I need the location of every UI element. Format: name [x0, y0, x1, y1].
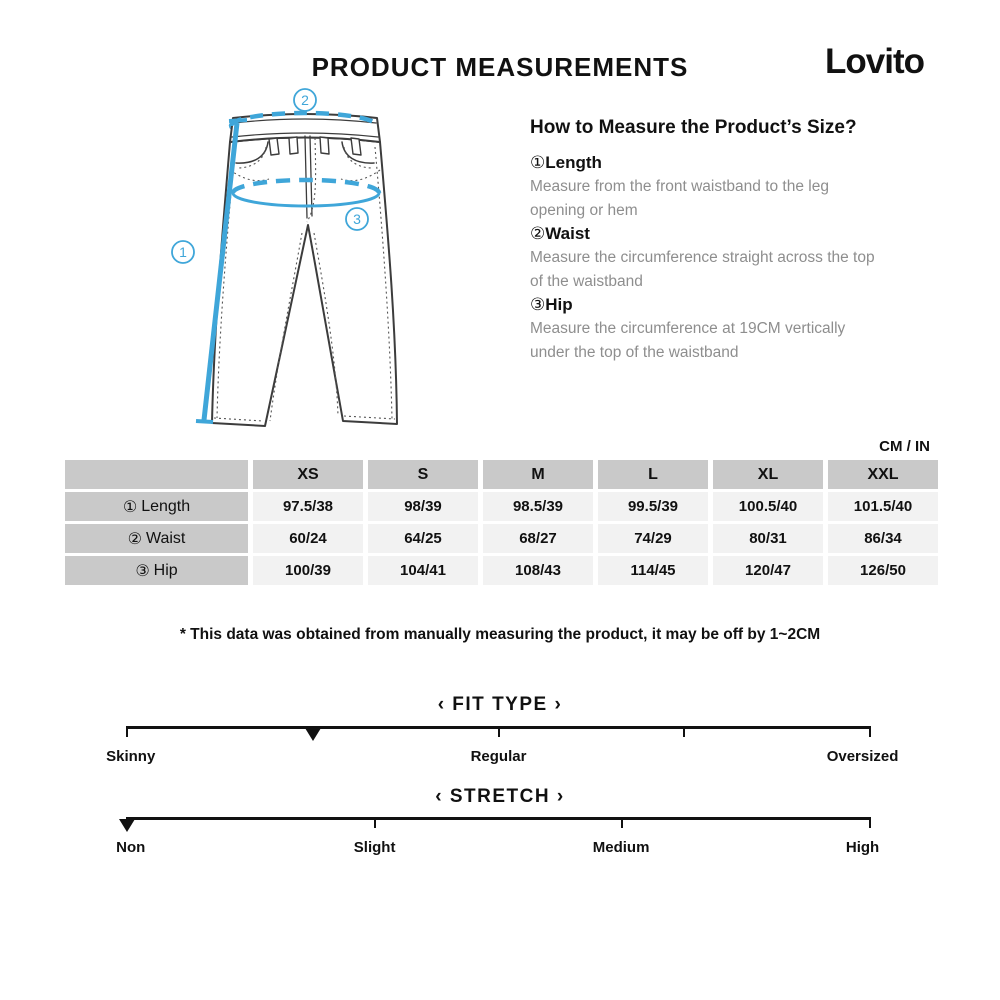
howto-item-desc-waist: Measure the circumference straight across the top of the waistband [530, 249, 875, 290]
table-cell-length: 98/39 [368, 492, 478, 521]
page-title: PRODUCT MEASUREMENTS [311, 52, 689, 82]
table-cell-hip: 108/43 [483, 556, 593, 585]
table-header-xxl: XXL [828, 460, 938, 489]
circled-number: ② [127, 530, 142, 548]
table-cell-hip: 104/41 [368, 556, 478, 585]
howto-items [530, 151, 882, 364]
circled-number: ① [530, 153, 546, 172]
howto-item-desc-length: Measure from the front waistband to the leg opening or hem [530, 178, 829, 219]
scale-tick [869, 726, 871, 737]
howto-heading: How to Measure the Product’s Size? [530, 117, 857, 138]
table-cell-waist: 74/29 [598, 524, 708, 553]
scale-label-medium: Medium [592, 839, 650, 856]
circled-number: ③ [530, 295, 546, 314]
table-cell-waist: 64/25 [368, 524, 478, 553]
pants-measurement-diagram [150, 85, 485, 435]
scale-tick [126, 726, 128, 737]
scale-label-slight: Slight [353, 839, 396, 856]
circled-number: ① [122, 498, 138, 516]
table-header-s: S [368, 460, 478, 489]
table-row-label-hip [65, 556, 248, 585]
table-cell-hip: 100/39 [253, 556, 363, 585]
table-cell-hip: 120/47 [713, 556, 823, 585]
table-cell-length: 99.5/39 [598, 492, 708, 521]
how-to-measure-section [530, 117, 882, 364]
scale-tick [683, 726, 685, 737]
scale-tick [621, 817, 623, 828]
disclaimer-note: * This data was obtained from manually measuring the product, it may be off by 1~2CM [179, 626, 821, 643]
units-label: CM / IN [879, 438, 930, 455]
row-label-text: Hip [153, 561, 178, 579]
table-cell-hip: 114/45 [598, 556, 708, 585]
table-cell-waist: 86/34 [828, 524, 938, 553]
table-header-xs: XS [253, 460, 363, 489]
stretch-heading: ‹ STRETCH › [435, 786, 565, 807]
table-cell-length: 101.5/40 [828, 492, 938, 521]
table-cell-length: 100.5/40 [713, 492, 823, 521]
howto-item-label-length [530, 151, 882, 175]
table-header-xl: XL [713, 460, 823, 489]
table-cell-length: 98.5/39 [483, 492, 593, 521]
size-table [65, 460, 938, 585]
measure-name: Hip [545, 295, 573, 314]
measure-name: Length [545, 153, 602, 172]
scale-tick [374, 817, 376, 828]
scale-label-oversized: Oversized [826, 748, 899, 765]
row-label-text: Waist [145, 529, 186, 547]
circled-number: ② [530, 224, 546, 243]
howto-item-label-waist [530, 222, 882, 246]
scale-label-skinny: Skinny [106, 748, 156, 765]
table-cell-waist: 68/27 [483, 524, 593, 553]
annotation-number-length: 1 [179, 244, 187, 260]
scale-label-high: High [845, 839, 880, 856]
scale-label-regular: Regular [470, 748, 527, 765]
row-label-text: Length [141, 497, 191, 515]
table-cell-length: 97.5/38 [253, 492, 363, 521]
scale-tick [498, 726, 500, 737]
annotation-number-waist: 2 [301, 92, 309, 108]
table-cell-waist: 80/31 [713, 524, 823, 553]
scale-marker-triangle [305, 728, 321, 741]
table-header-l: L [598, 460, 708, 489]
howto-item-label-hip [530, 293, 882, 317]
scale-line [127, 817, 870, 820]
lovito-logo: Lovito [825, 42, 924, 81]
pants-outline [212, 114, 397, 426]
scale-label-non: Non [116, 839, 146, 856]
table-cell-waist: 60/24 [253, 524, 363, 553]
table-cell-hip: 126/50 [828, 556, 938, 585]
scale-marker-triangle [119, 819, 135, 832]
circled-number: ③ [135, 562, 150, 580]
scale-tick [869, 817, 871, 828]
howto-item-desc-hip: Measure the circumference at 19CM vertically under the top of the waistband [530, 320, 846, 361]
stretch-scale [116, 817, 880, 865]
measure-name: Waist [545, 224, 590, 243]
table-header-m: M [483, 460, 593, 489]
table-row-label-waist [65, 524, 248, 553]
fit-type-scale [106, 726, 899, 774]
annotation-number-hip: 3 [353, 211, 361, 227]
table-corner-cell [65, 460, 248, 489]
fit-type-heading: ‹ FIT TYPE › [437, 694, 563, 715]
table-row-label-length [65, 492, 248, 521]
